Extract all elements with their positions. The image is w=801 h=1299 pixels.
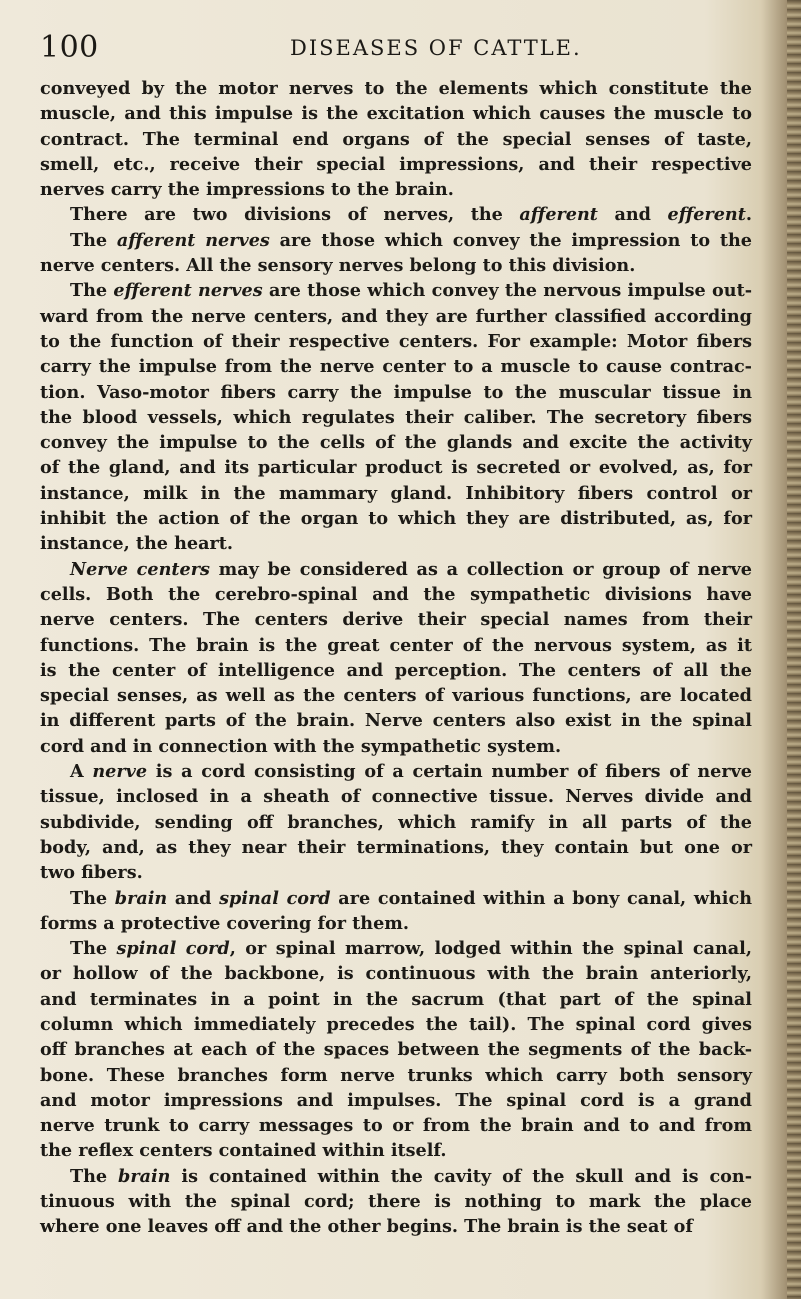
text-segment: instance, milk in the mammary gland. Inhibitory fibers control or	[40, 482, 752, 504]
text-line	[40, 911, 752, 936]
text-line	[40, 405, 752, 430]
text-segment: conveyed by the motor nerves to the elements which constitute the	[40, 78, 752, 99]
text-segment: The	[70, 938, 117, 960]
italic-term: brain	[114, 887, 168, 909]
text-segment: and terminates in a point in the sacrum (that part of the spinal	[40, 988, 752, 1010]
italic-term: Nerve centers	[70, 558, 210, 580]
text-line	[40, 101, 752, 126]
text-segment: There are two divisions of nerves, the	[70, 204, 520, 226]
text-line	[40, 1063, 752, 1088]
text-line	[40, 76, 752, 101]
text-segment: or hollow of the backbone, is continuous with the brain anteriorly,	[40, 963, 752, 985]
text-segment: A	[70, 761, 93, 783]
text-segment: tinuous with the spinal cord; there is nothing to mark the place	[40, 1191, 752, 1213]
text-line	[40, 810, 752, 835]
italic-term: afferent	[519, 204, 598, 226]
text-line	[40, 253, 752, 278]
text-line	[40, 582, 752, 607]
text-line	[40, 734, 752, 759]
italic-term: spinal cord	[116, 938, 230, 960]
text-segment: are those which convey the impression to the	[269, 229, 752, 251]
text-segment: cord and in connection with the sympathetic system.	[40, 735, 562, 757]
text-segment: the blood vessels, which regulates their caliber. The secretory fibers	[40, 406, 752, 428]
text-line	[40, 481, 752, 506]
text-segment: cells. Both the cerebro-spinal and the sympathetic divisions have	[40, 583, 752, 605]
text-line	[40, 658, 752, 683]
text-line	[40, 860, 752, 885]
page-number: 100	[40, 30, 99, 65]
text-segment: The	[70, 887, 115, 909]
text-segment: smell, etc., receive their special impressions, and their respective	[40, 153, 752, 175]
text-segment: , or spinal marrow, lodged within the spinal canal,	[229, 938, 752, 960]
page-edge-shadow	[787, 0, 801, 1299]
text-line	[40, 683, 752, 708]
text-segment: functions. The brain is the great center of the nervous system, as it	[40, 634, 752, 656]
text-line	[40, 1113, 752, 1138]
page-header	[40, 28, 760, 68]
text-segment: The	[70, 1165, 119, 1187]
text-line	[40, 784, 752, 809]
text-line	[40, 1189, 752, 1214]
text-segment: tion. Vaso-motor fibers carry the impulse to the muscular tissue in	[40, 381, 752, 403]
text-line	[40, 506, 752, 531]
text-line	[40, 127, 752, 152]
text-segment: .	[745, 204, 752, 226]
text-segment: in different parts of the brain. Nerve centers also exist in the spinal	[40, 710, 752, 732]
text-line	[40, 759, 752, 784]
text-segment: contract. The terminal end organs of the special senses of taste,	[40, 128, 752, 150]
text-segment: convey the impulse to the cells of the glands and excite the activity	[40, 432, 752, 454]
text-line	[40, 633, 752, 658]
text-line	[40, 177, 752, 202]
text-line	[40, 708, 752, 733]
text-line	[40, 455, 752, 480]
text-segment: column which immediately precedes the tail). The spinal cord gives	[40, 1013, 752, 1035]
text-segment: is contained within the cavity of the skull and is con-	[170, 1165, 753, 1187]
text-segment: tissue, inclosed in a sheath of connective tissue. Nerves divide and	[40, 786, 752, 808]
text-line	[40, 1138, 752, 1163]
text-segment: two fibers.	[40, 862, 143, 884]
text-line	[40, 1012, 752, 1037]
text-line	[40, 304, 752, 329]
text-line	[40, 228, 752, 253]
text-line	[40, 1088, 752, 1113]
text-line	[40, 329, 752, 354]
text-line	[40, 936, 752, 961]
text-segment: body, and, as they near their terminations, they contain but one or	[40, 836, 752, 858]
text-segment: special senses, as well as the centers of various functions, are located	[40, 685, 752, 707]
text-line	[40, 430, 752, 455]
text-segment: are contained within a bony canal, which	[330, 887, 752, 909]
text-line	[40, 1214, 752, 1239]
text-segment: where one leaves off and the other begins. The brain is the seat of	[40, 1216, 693, 1238]
italic-term: brain	[118, 1165, 171, 1187]
italic-term: nerve	[92, 761, 148, 783]
text-segment: nerve trunk to carry messages to or from the brain and to and from	[40, 1115, 752, 1137]
text-line	[40, 278, 752, 303]
text-line	[40, 987, 752, 1012]
text-segment: off branches at each of the spaces between the segments of the back-	[40, 1039, 752, 1061]
text-segment: bone. These branches form nerve trunks which carry both sensory	[40, 1064, 752, 1086]
text-segment: carry the impulse from the nerve center to a muscle to cause contrac-	[40, 356, 752, 378]
text-segment: nerves carry the impressions to the brain.	[40, 179, 454, 201]
text-line	[40, 531, 752, 556]
text-line	[40, 961, 752, 986]
text-segment: and	[597, 204, 668, 226]
text-segment: forms a protective covering for them.	[40, 912, 410, 934]
text-segment: nerve centers. The centers derive their special names from their	[40, 609, 752, 631]
text-line	[40, 152, 752, 177]
text-line	[40, 886, 752, 911]
text-line	[40, 607, 752, 632]
text-segment: inhibit the action of the organ to which they are distributed, as, for	[40, 508, 752, 530]
text-segment: and	[167, 887, 220, 909]
text-segment: is the center of intelligence and perception. The centers of all the	[40, 659, 752, 681]
body-text	[40, 76, 752, 1240]
text-segment: The	[70, 280, 114, 302]
text-line	[40, 354, 752, 379]
italic-term: efferent nerves	[113, 280, 263, 302]
text-segment: and motor impressions and impulses. The spinal cord is a grand	[40, 1089, 752, 1111]
text-segment: The	[70, 229, 117, 251]
text-segment: instance, the heart.	[40, 533, 233, 555]
text-line	[40, 557, 752, 582]
italic-term: efferent	[667, 204, 746, 226]
text-segment: are those which convey the nervous impulse out-	[262, 280, 752, 302]
text-segment: is a cord consisting of a certain number of fibers of nerve	[147, 761, 753, 783]
text-segment: of the gland, and its particular product is secreted or evolved, as, for	[40, 457, 752, 479]
italic-term: spinal cord	[219, 887, 331, 909]
italic-term: afferent nerves	[116, 229, 270, 251]
text-segment: the reflex centers contained within itself.	[40, 1140, 447, 1162]
text-segment: subdivide, sending off branches, which ramify in all parts of the	[40, 811, 752, 833]
text-segment: ward from the nerve centers, and they are further classified according	[40, 305, 752, 327]
text-line	[40, 380, 752, 405]
text-line	[40, 835, 752, 860]
text-line	[40, 1164, 752, 1189]
text-segment: may be considered as a collection or group of nerve	[209, 558, 752, 580]
running-title: DISEASES OF CATTLE.	[290, 36, 582, 60]
text-line	[40, 1037, 752, 1062]
text-segment: muscle, and this impulse is the excitation which causes the muscle to	[40, 103, 752, 125]
text-segment: nerve centers. All the sensory nerves belong to this division.	[40, 255, 636, 277]
text-segment: to the function of their respective centers. For example: Motor fibers	[40, 330, 752, 352]
text-line	[40, 202, 752, 227]
